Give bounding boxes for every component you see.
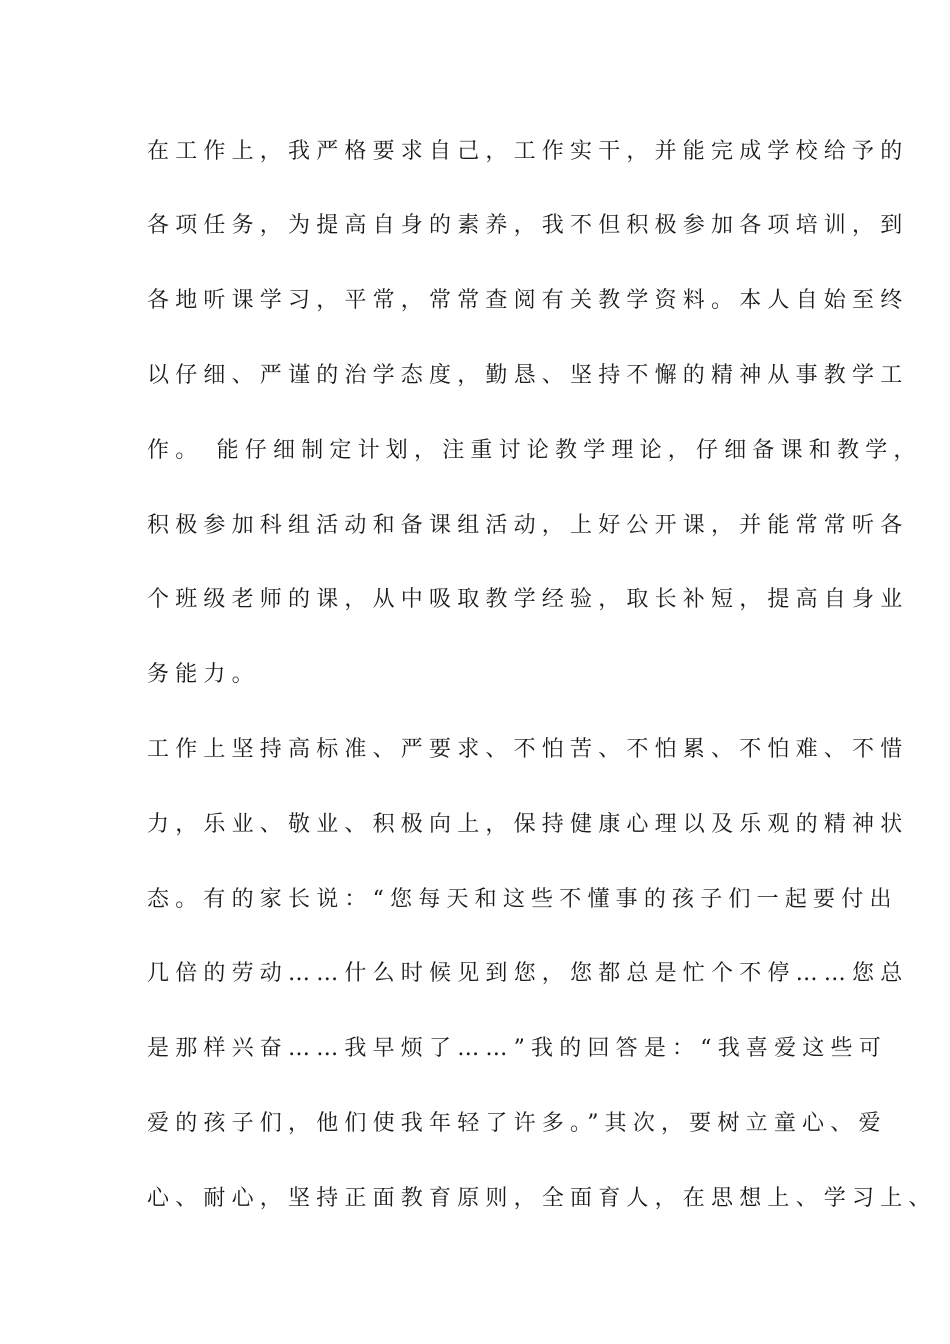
text-line: 在工作上，我严格要求自己，工作实干，并能完成学校给予的 xyxy=(147,139,909,164)
text-line: 积极参加科组活动和备课组活动，上好公开课，并能常常听各 xyxy=(147,513,909,538)
text-line: 态。有的家长说：“您每天和这些不懂事的孩子们一起要付出 xyxy=(147,887,898,912)
text-line: 务能力。 xyxy=(147,662,260,687)
text-line: 心、耐心，坚持正面教育原则，全面育人，在思想上、学习上、 xyxy=(147,1186,937,1211)
text-line: 各地听课学习，平常，常常查阅有关教学资料。本人自始至终 xyxy=(147,288,909,313)
text-line: 作。 能仔细制定计划，注重讨论教学理论，仔细备课和教学， xyxy=(147,438,922,463)
text-line: 以仔细、严谨的治学态度，勤恳、坚持不懈的精神从事教学工 xyxy=(147,363,909,388)
text-line: 几倍的劳动……什么时候见到您，您都总是忙个不停……您总 xyxy=(147,961,909,986)
text-line: 是那样兴奋……我早烦了……”我的回答是：“我喜爱这些可 xyxy=(147,1036,887,1061)
text-line: 各项任务，为提高自身的素养，我不但积极参加各项培训，到 xyxy=(147,213,909,238)
text-line: 个班级老师的课，从中吸取教学经验，取长补短，提高自身业 xyxy=(147,587,909,612)
text-line: 工作上坚持高标准、严要求、不怕苦、不怕累、不怕难、不惜 xyxy=(147,737,909,762)
text-line: 力，乐业、敬业、积极向上，保持健康心理以及乐观的精神状 xyxy=(147,812,909,837)
text-line: 爱的孩子们，他们使我年轻了许多。”其次，要树立童心、爱 xyxy=(147,1111,887,1136)
